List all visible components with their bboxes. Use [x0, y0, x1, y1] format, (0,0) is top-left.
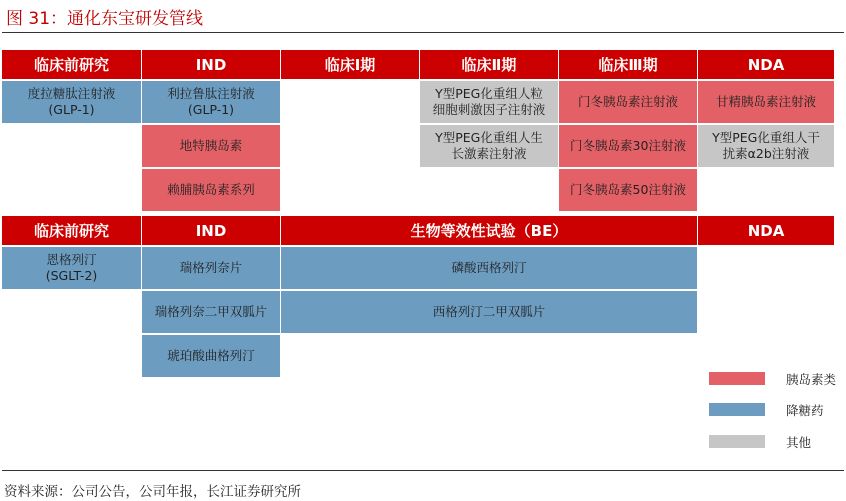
drug-peg-gcsf: Y型PEG化重组人粒 细胞刺激因子注射液 [420, 81, 558, 123]
legend-label-insulin: 胰岛素类 [786, 372, 837, 387]
header2-nda: NDA [698, 216, 834, 245]
legend-swatch-insulin [709, 372, 765, 385]
drug-repaglinide: 瑞格列奈片 [142, 247, 280, 289]
header-nda: NDA [698, 50, 834, 79]
drug-glargine: 甘精胰岛素注射液 [698, 81, 834, 123]
header-phase2: 临床Ⅱ期 [420, 50, 558, 79]
source-note: 资料来源：公司公告，公司年报，长江证券研究所 [4, 484, 301, 500]
drug-peg-growth-hormone: Y型PEG化重组人生 长激素注射液 [420, 125, 558, 167]
drug-ertugliflozin: 恩格列汀 (SGLT-2) [2, 247, 141, 289]
header-phase1: 临床Ⅰ期 [281, 50, 419, 79]
legend-swatch-diabetes [709, 403, 765, 416]
bottom-rule [2, 470, 844, 471]
drug-sitagliptin: 磷酸西格列汀 [281, 247, 697, 289]
legend-swatch-other [709, 435, 765, 448]
drug-lispro-series: 赖脯胰岛素系列 [142, 169, 280, 211]
drug-repaglinide-metformin: 瑞格列奈二甲双胍片 [142, 291, 280, 333]
header2-preclinical: 临床前研究 [2, 216, 141, 245]
drug-detemir: 地特胰岛素 [142, 125, 280, 167]
figure-title: 图 31：通化东宝研发管线 [6, 9, 204, 29]
drug-trelagliptin: 琥珀酸曲格列汀 [142, 335, 280, 377]
header-phase3: 临床Ⅲ期 [559, 50, 697, 79]
drug-liraglutide: 利拉鲁肽注射液 (GLP-1) [142, 81, 280, 123]
drug-peg-interferon: Y型PEG化重组人干 扰素α2b注射液 [698, 125, 834, 167]
header-preclinical: 临床前研究 [2, 50, 141, 79]
header2-be-trial: 生物等效性试验（BE） [281, 216, 697, 245]
legend-label-diabetes: 降糖药 [786, 403, 824, 418]
drug-aspart-30: 门冬胰岛素30注射液 [559, 125, 697, 167]
drug-dulaglutide: 度拉糖肽注射液 (GLP-1) [2, 81, 141, 123]
top-rule [2, 32, 844, 33]
drug-aspart-50: 门冬胰岛素50注射液 [559, 169, 697, 211]
legend-label-other: 其他 [786, 435, 812, 450]
drug-sitagliptin-metformin: 西格列汀二甲双胍片 [281, 291, 697, 333]
header-ind: IND [142, 50, 280, 79]
header2-ind: IND [142, 216, 280, 245]
drug-aspart: 门冬胰岛素注射液 [559, 81, 697, 123]
